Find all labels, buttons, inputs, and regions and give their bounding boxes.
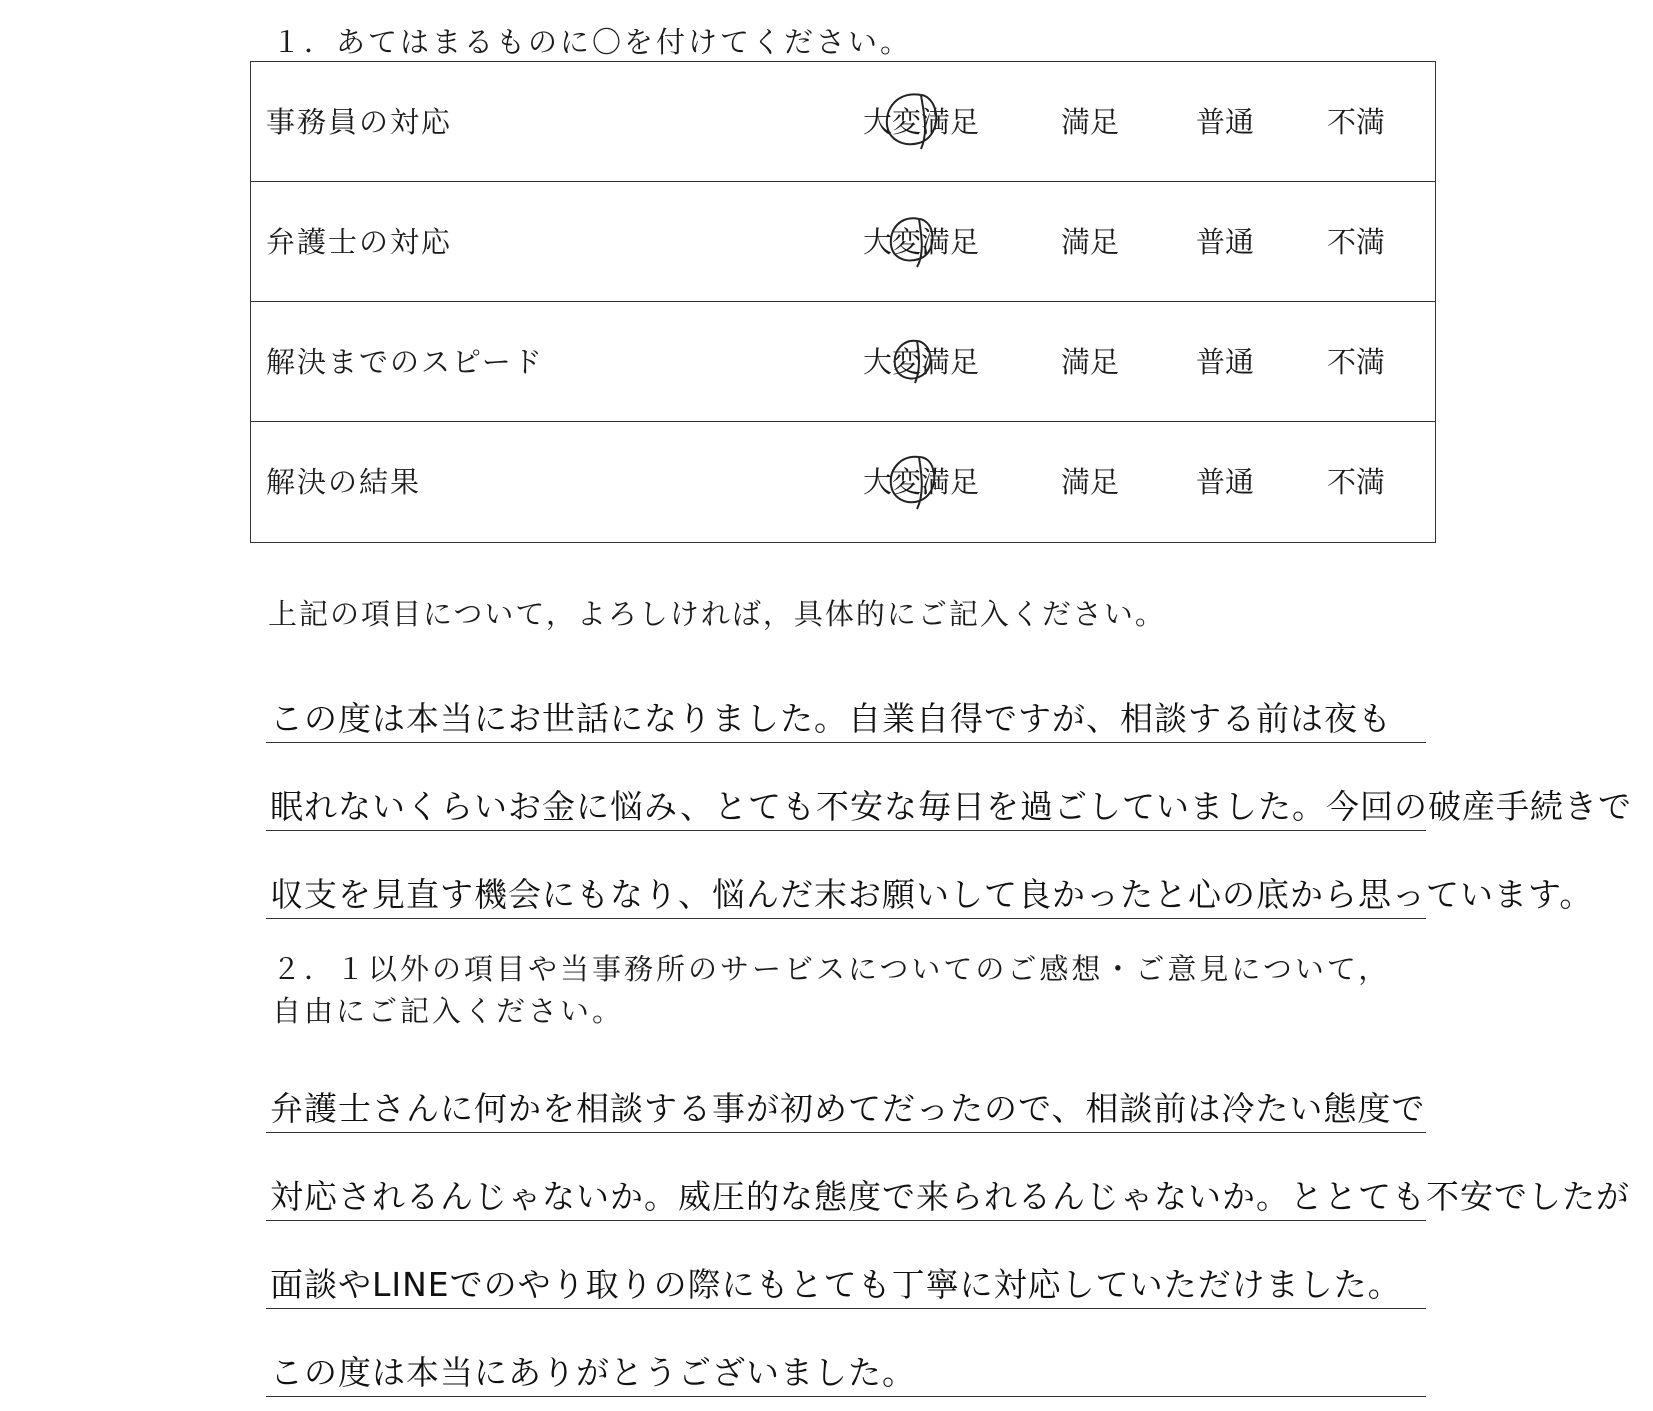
handwritten-text: この度は本当にお世話になりました。自業自得ですが、相談する前は夜も bbox=[270, 699, 1392, 738]
comment-line bbox=[266, 1045, 1426, 1133]
option-very-satisfied[interactable]: 大変満足 bbox=[863, 465, 980, 499]
comment-area-1[interactable] bbox=[266, 655, 1632, 919]
comment-line bbox=[266, 831, 1594, 919]
row-label: 解決の結果 bbox=[266, 465, 422, 499]
option-dissatisfied[interactable]: 不満 bbox=[1327, 345, 1386, 379]
rating-row-speed bbox=[251, 302, 1435, 422]
handwritten-text: 眠れないくらいお金に悩み、とても不安な毎日を過ごしていました。今回の破産手続きで bbox=[270, 787, 1632, 826]
handwritten-text: 収支を見直す機会にもなり、悩んだ末お願いして良かったと心の底から思っています。 bbox=[270, 875, 1594, 914]
option-dissatisfied[interactable]: 不満 bbox=[1327, 105, 1386, 139]
handwritten-text: 面談やLINEでのやり取りの際にもとても丁寧に対応していただけました。 bbox=[270, 1265, 1402, 1304]
rating-row-staff bbox=[251, 62, 1435, 182]
comment-area-2[interactable] bbox=[266, 1045, 1630, 1397]
option-very-satisfied[interactable]: 大変満足 bbox=[863, 345, 980, 379]
question-2-heading-line-1: ２．１以外の項目や当事務所のサービスについてのご感想・ご意見について， bbox=[272, 952, 1391, 986]
comment-line bbox=[266, 655, 1426, 743]
row-label: 事務員の対応 bbox=[266, 105, 453, 139]
option-satisfied[interactable]: 満足 bbox=[1061, 465, 1120, 499]
ruled-line bbox=[266, 918, 1426, 920]
rating-row-result bbox=[251, 422, 1435, 542]
option-neutral[interactable]: 普通 bbox=[1196, 465, 1255, 499]
row-label: 弁護士の対応 bbox=[266, 225, 453, 259]
ruled-line bbox=[266, 1396, 1426, 1398]
comment-prompt: 上記の項目について，よろしければ，具体的にご記入ください。 bbox=[268, 597, 1166, 631]
question-2-heading bbox=[272, 948, 1390, 1032]
handwritten-text: 対応されるんじゃないか。威圧的な態度で来られるんじゃないか。ととても不安でしたが bbox=[270, 1177, 1630, 1216]
question-2-heading-line-2: 自由にご記入ください。 bbox=[272, 994, 625, 1028]
option-satisfied[interactable]: 満足 bbox=[1061, 105, 1120, 139]
rating-table bbox=[250, 61, 1436, 543]
comment-line bbox=[266, 743, 1632, 831]
option-neutral[interactable]: 普通 bbox=[1196, 345, 1255, 379]
option-neutral[interactable]: 普通 bbox=[1196, 225, 1255, 259]
handwritten-text: この度は本当にありがとうございました。 bbox=[270, 1353, 916, 1392]
comment-line bbox=[266, 1309, 1426, 1397]
rating-row-lawyer bbox=[251, 182, 1435, 302]
option-very-satisfied[interactable]: 大変満足 bbox=[863, 225, 980, 259]
comment-line bbox=[266, 1221, 1426, 1309]
question-1-heading-text: １．あてはまるものに〇を付けてください。 bbox=[272, 25, 913, 59]
question-1-heading bbox=[272, 20, 912, 61]
option-satisfied[interactable]: 満足 bbox=[1061, 225, 1120, 259]
comment-line bbox=[266, 1133, 1630, 1221]
option-neutral[interactable]: 普通 bbox=[1196, 105, 1255, 139]
handwritten-text: 弁護士さんに何かを相談する事が初めてだったので、相談前は冷たい態度で bbox=[270, 1089, 1426, 1128]
option-very-satisfied[interactable]: 大変満足 bbox=[863, 105, 980, 139]
option-dissatisfied[interactable]: 不満 bbox=[1327, 225, 1386, 259]
row-label: 解決までのスピード bbox=[266, 345, 544, 379]
option-satisfied[interactable]: 満足 bbox=[1061, 345, 1120, 379]
option-dissatisfied[interactable]: 不満 bbox=[1327, 465, 1386, 499]
